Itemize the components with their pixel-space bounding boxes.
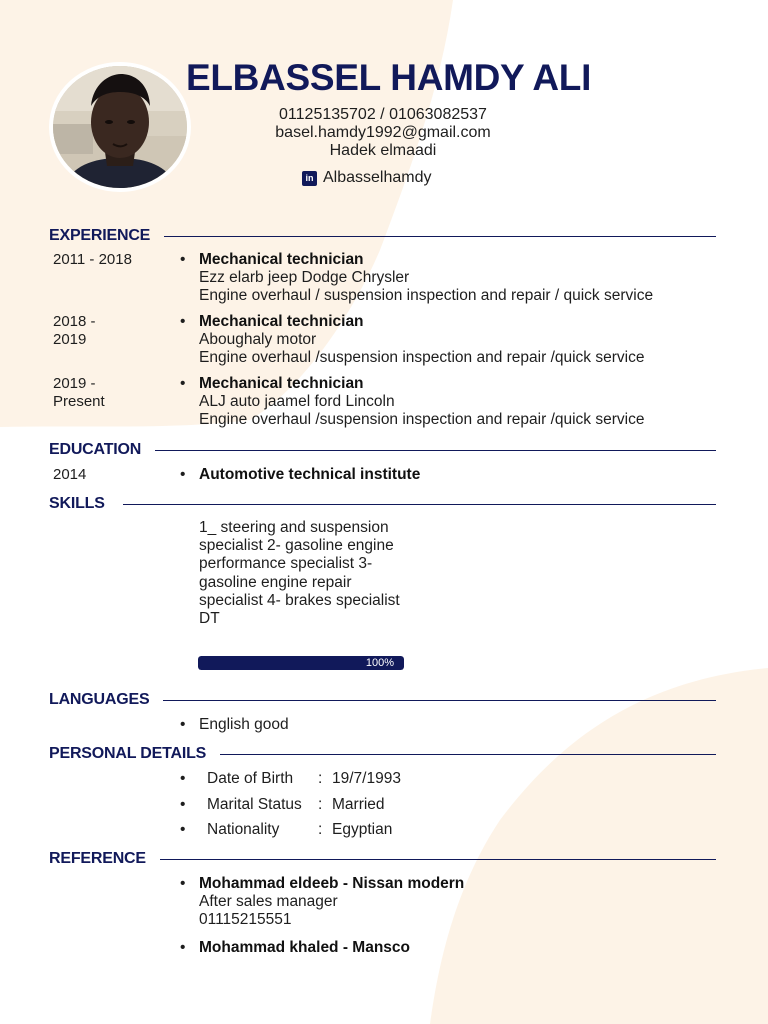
bullet: •: [180, 939, 186, 956]
company-name: ALJ auto jaamel ford Lincoln: [199, 393, 395, 410]
section-title-languages: LANGUAGES: [49, 691, 150, 708]
home-address: Hadek elmaadi: [329, 142, 437, 159]
reference-name: Mohammad eldeeb - Nissan modern: [199, 875, 465, 892]
job-description: Engine overhaul /suspension inspection and repair /quick service: [199, 349, 645, 366]
section-title-experience: EXPERIENCE: [49, 227, 151, 244]
experience-item: [180, 375, 644, 429]
detail-label: Marital Status: [207, 796, 302, 813]
bullet: •: [180, 770, 186, 787]
skills-section-header: [49, 495, 716, 513]
job-title: Mechanical technician: [199, 375, 364, 392]
bullet: •: [180, 251, 186, 268]
personal-details-section-header: [49, 745, 716, 763]
section-title-personal-details: PERSONAL DETAILS: [49, 745, 207, 762]
bullet: •: [180, 716, 186, 733]
education-item: [180, 466, 420, 484]
bullet: •: [180, 375, 186, 392]
candidate-name: ELBASSEL HAMDY ALI: [186, 57, 592, 98]
reference-item: [180, 939, 410, 957]
languages-section-header: [49, 691, 716, 709]
school-name: Automotive technical institute: [199, 466, 421, 483]
experience-item: [180, 313, 644, 367]
skill-level-label: 100%: [365, 657, 394, 669]
linkedin-handle: Albasselhamdy: [323, 169, 432, 186]
company-name: Aboughaly motor: [199, 331, 317, 348]
detail-colon: :: [318, 770, 323, 787]
bullet: •: [180, 313, 186, 330]
detail-value: Married: [332, 796, 385, 813]
job-description: Engine overhaul /suspension inspection and repair /quick service: [199, 411, 645, 428]
person-portrait-icon: [53, 66, 187, 188]
section-divider: [163, 700, 716, 701]
avatar: [53, 66, 187, 188]
section-divider: [155, 450, 716, 451]
experience-date: 2018 - 2019: [53, 313, 96, 348]
bullet: •: [180, 821, 186, 838]
section-title-education: EDUCATION: [49, 441, 142, 458]
education-date: 2014: [53, 466, 87, 483]
detail-value: Egyptian: [332, 821, 393, 838]
skill-level-bar: [198, 656, 404, 670]
email-address[interactable]: basel.hamdy1992@gmail.com: [275, 124, 491, 141]
bullet: •: [180, 466, 186, 483]
detail-label: Nationality: [207, 821, 280, 838]
phone-number: 01125135702 / 01063082537: [279, 106, 487, 123]
reference-phone: 01115215551: [199, 911, 292, 928]
job-description: Engine overhaul / suspension inspection and repair / quick service: [199, 287, 654, 304]
linkedin-icon: in: [302, 171, 317, 186]
section-title-skills: SKILLS: [49, 495, 105, 512]
reference-role: After sales manager: [199, 893, 338, 910]
section-divider: [123, 504, 716, 505]
detail-value: 19/7/1993: [332, 770, 401, 787]
bullet: •: [180, 796, 186, 813]
detail-colon: :: [318, 821, 323, 838]
experience-date: 2011 - 2018: [53, 251, 132, 268]
reference-name: Mohammad khaled - Mansco: [199, 939, 411, 956]
job-title: Mechanical technician: [199, 251, 364, 268]
section-divider: [160, 859, 716, 860]
personal-detail-row: [180, 821, 392, 839]
reference-item: [180, 875, 464, 929]
skill-level-fill: [198, 656, 404, 670]
job-title: Mechanical technician: [199, 313, 364, 330]
linkedin-link[interactable]: [302, 169, 432, 187]
detail-colon: :: [318, 796, 323, 813]
experience-item: [180, 251, 653, 305]
section-divider: [220, 754, 716, 755]
skills-description: 1_ steering and suspension specialist 2- gasoline engine performance specialist 3- gasoline engine repair specialist 4- brakes specialist DT: [199, 519, 400, 628]
experience-section-header: [49, 227, 716, 245]
experience-date: 2019 - Present: [53, 375, 105, 410]
profile-photo: [49, 62, 191, 192]
personal-detail-row: [180, 796, 385, 814]
detail-label: Date of Birth: [207, 770, 294, 787]
personal-detail-row: [180, 770, 401, 788]
language-item: [180, 716, 289, 734]
bullet: •: [180, 875, 186, 892]
section-title-reference: REFERENCE: [49, 850, 146, 867]
reference-section-header: [49, 850, 716, 868]
company-name: Ezz elarb jeep Dodge Chrysler: [199, 269, 410, 286]
education-section-header: [49, 441, 716, 459]
language-text: English good: [199, 716, 289, 733]
section-divider: [164, 236, 716, 237]
